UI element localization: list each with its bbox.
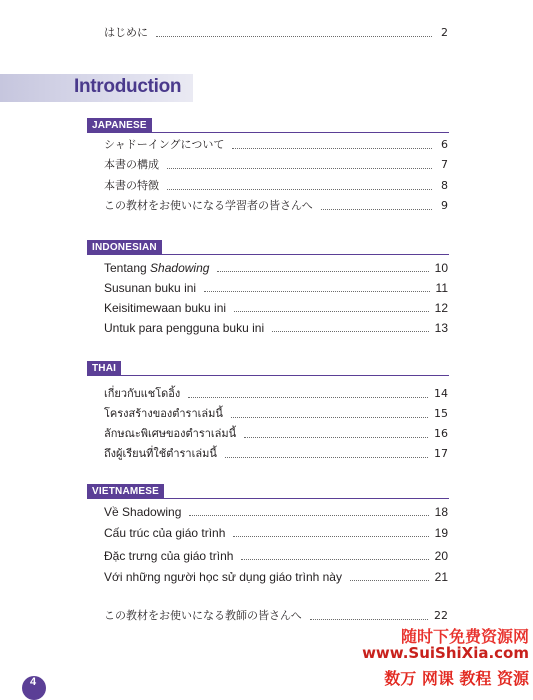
- watermark-line-1: 随时下免费资源网: [400, 627, 529, 646]
- toc-entry-page: 15: [434, 407, 448, 420]
- dot-leader: [156, 35, 432, 37]
- toc-entry[interactable]: [104, 136, 448, 152]
- watermark: [352, 624, 533, 687]
- section-badge-japanese: JAPANESE: [87, 118, 152, 133]
- dot-leader: [234, 310, 429, 312]
- toc-entry[interactable]: [104, 503, 448, 519]
- toc-entry[interactable]: [104, 177, 448, 193]
- toc-entry[interactable]: [104, 299, 448, 315]
- section-heading: Introduction: [74, 76, 182, 97]
- toc-entry-page: 21: [434, 570, 448, 584]
- toc-entry-label: Đặc trưng của giáo trình: [104, 549, 234, 563]
- toc-entry[interactable]: [104, 197, 448, 213]
- toc-entry-label: Cấu trúc của giáo trình: [104, 526, 226, 540]
- toc-entry[interactable]: [104, 319, 448, 335]
- toc-entry-label: โครงสร้างของตำราเล่มนี้: [104, 407, 223, 420]
- toc-entry-page: 13: [434, 321, 448, 335]
- dot-leader: [188, 396, 428, 398]
- toc-entry-label: ลักษณะพิเศษของตำราเล่มนี้: [104, 427, 237, 440]
- dot-leader: [272, 330, 429, 332]
- toc-entry-page: 6: [441, 138, 448, 151]
- toc-entry-label: シャドーイングについて: [104, 138, 225, 151]
- section-rule: [87, 254, 449, 255]
- toc-entry-page: 17: [434, 447, 448, 460]
- toc-entry[interactable]: [104, 425, 448, 441]
- section-rule: [87, 375, 449, 376]
- toc-entry[interactable]: [104, 405, 448, 421]
- dot-leader: [189, 514, 428, 516]
- toc-entry-label: ถึงผู้เรียนที่ใช้ตำราเล่มนี้: [104, 447, 217, 460]
- toc-entry-label: Keisitimewaan buku ini: [104, 301, 227, 315]
- toc-entry-label-prefix: Tentang: [104, 261, 151, 275]
- toc-entry-preface[interactable]: [104, 24, 448, 40]
- dot-leader: [241, 558, 428, 560]
- section-badge-vietnamese: VIETNAMESE: [87, 484, 164, 499]
- section-badge-indonesian: INDONESIAN: [87, 240, 162, 255]
- toc-entry-page: 22: [434, 609, 448, 622]
- toc-entry-page: 14: [434, 387, 448, 400]
- toc-entry-label: 本書の構成: [104, 158, 159, 171]
- toc-entry[interactable]: [104, 385, 448, 401]
- toc-entry-page: 16: [434, 427, 448, 440]
- toc-entry-label: この教材をお使いになる学習者の皆さんへ: [104, 199, 313, 212]
- page-number: 4: [30, 676, 37, 688]
- dot-leader: [167, 188, 432, 190]
- toc-entry-label: เกี่ยวกับแชโดอิ้ง: [104, 387, 181, 400]
- toc-entry-page: 10: [434, 261, 448, 275]
- toc-entry-label: Untuk para pengguna buku ini: [104, 321, 265, 335]
- toc-entry-label: Về Shadowing: [104, 505, 182, 519]
- toc-entry[interactable]: [104, 568, 448, 584]
- toc-entry-label-italic: Shadowing: [150, 261, 210, 275]
- toc-entry-page: 9: [441, 199, 448, 212]
- dot-leader: [167, 167, 432, 169]
- toc-entry-page: 7: [441, 158, 448, 171]
- dot-leader: [231, 416, 428, 418]
- toc-entry-page: 20: [434, 549, 448, 563]
- section-rule: [87, 132, 449, 133]
- watermark-line-3: 数万 网课 教程 资源: [384, 669, 529, 688]
- toc-entry-label: [104, 261, 209, 275]
- toc-entry-page: 11: [435, 281, 448, 295]
- toc-entry[interactable]: [104, 259, 448, 275]
- toc-entry-label: この教材をお使いになる教師の皆さんへ: [104, 609, 302, 622]
- toc-entry-label: Susunan buku ini: [104, 281, 197, 295]
- toc-entry-label: はじめに: [104, 26, 148, 39]
- toc-entry-page: 18: [434, 505, 448, 519]
- section-badge-thai: THAI: [87, 361, 121, 376]
- dot-leader: [225, 456, 428, 458]
- dot-leader: [244, 436, 428, 438]
- toc-entry[interactable]: [104, 445, 448, 461]
- dot-leader: [310, 618, 428, 620]
- dot-leader: [350, 579, 429, 581]
- toc-entry-teachers[interactable]: [104, 607, 448, 623]
- toc-entry[interactable]: [104, 156, 448, 172]
- toc-entry-label: 本書の特徴: [104, 179, 159, 192]
- dot-leader: [232, 147, 432, 149]
- dot-leader: [321, 208, 432, 210]
- toc-entry-label: Với những người học sử dụng giáo trình này: [104, 570, 342, 584]
- toc-entry[interactable]: [104, 279, 448, 295]
- toc-entry[interactable]: [104, 547, 448, 563]
- dot-leader: [204, 290, 429, 292]
- dot-leader: [217, 270, 428, 272]
- section-rule: [87, 498, 449, 499]
- toc-entry-page: 2: [441, 26, 448, 39]
- toc-entry-page: 8: [441, 179, 448, 192]
- dot-leader: [233, 535, 428, 537]
- toc-entry[interactable]: [104, 524, 448, 540]
- toc-entry-page: 12: [434, 301, 448, 315]
- watermark-line-2: www.SuiShiXia.com: [362, 644, 529, 662]
- toc-entry-page: 19: [434, 526, 448, 540]
